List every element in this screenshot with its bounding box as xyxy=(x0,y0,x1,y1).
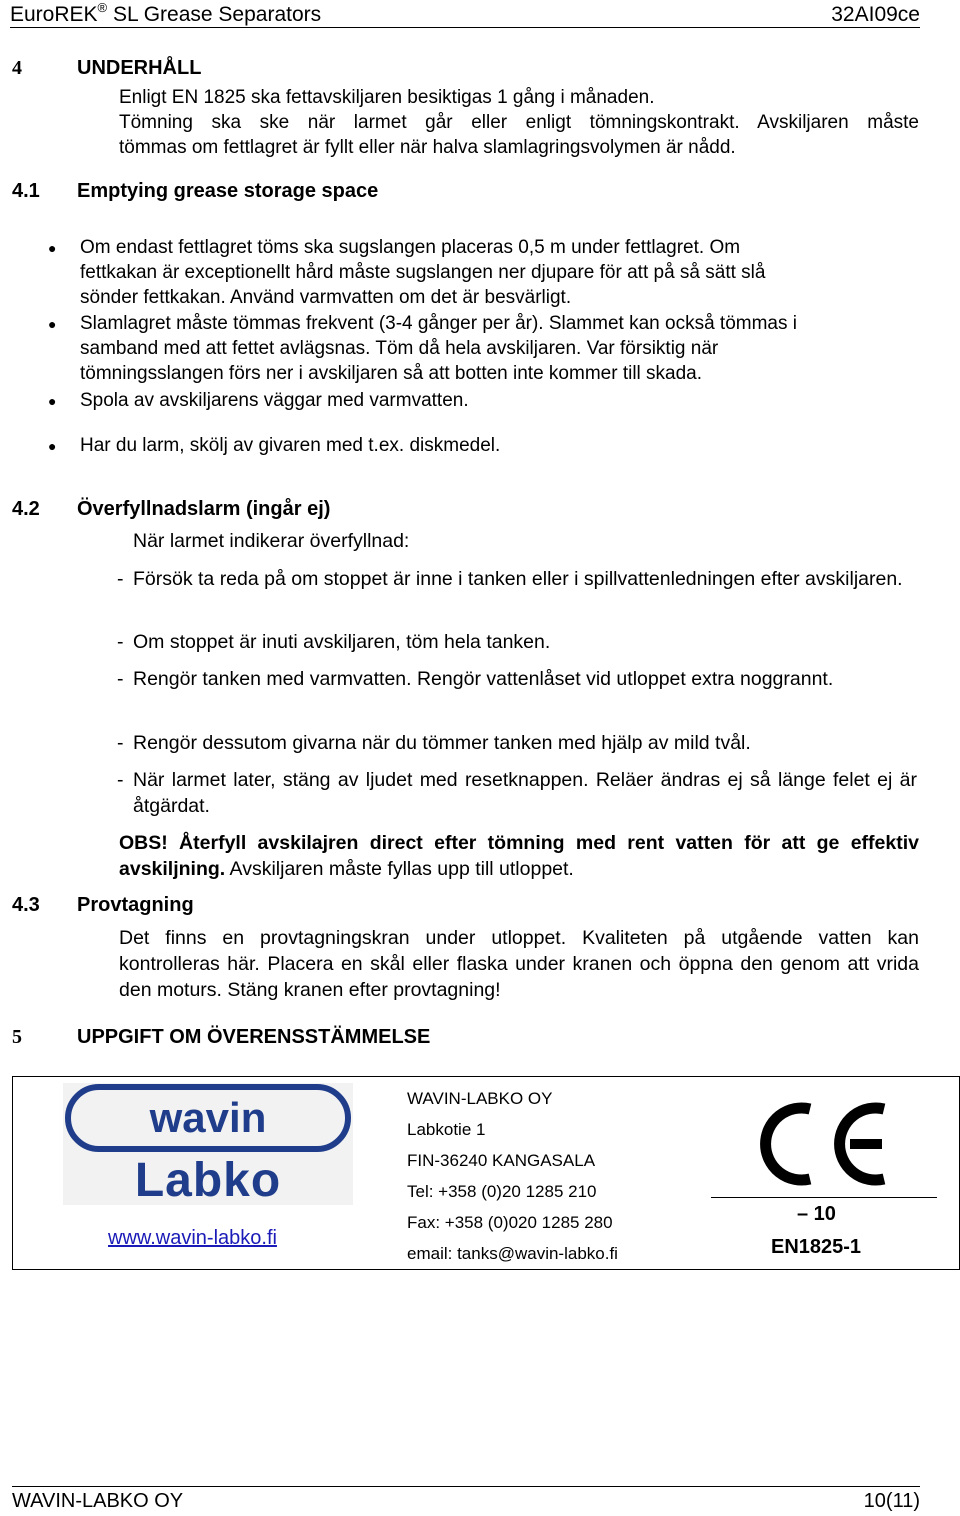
obs-note-normal: Avskiljaren måste fyllas upp till utloppet. xyxy=(225,858,574,880)
dash-item-text: Om stoppet är inuti avskiljaren, töm hela tanken. xyxy=(133,631,551,653)
ce-divider xyxy=(711,1197,937,1198)
footer-company: WAVIN-LABKO OY xyxy=(12,1490,184,1512)
paragraph-lead: När larmet indikerar överfyllnad: xyxy=(133,530,410,552)
paragraph-line: Tömning ska ske när larmet går eller enligt tömningskontrakt. Avskiljaren måste xyxy=(119,112,919,133)
header-title: EuroREK® SL Grease Separators xyxy=(10,0,322,26)
subsection-number: 4.3 xyxy=(12,894,40,916)
dash-item-text: Försök ta reda på om stoppet är inne i tanken eller i spillvattenledningen efter avskiljaren. xyxy=(133,568,903,590)
bullet-text-line: Slamlagret måste tömmas frekvent (3-4 gånger per år). Slammet kan också tömmas i xyxy=(80,313,797,334)
dash-list-item xyxy=(117,767,917,819)
address-line: Labkotie 1 xyxy=(407,1120,486,1139)
bullet-text-line: Om endast fettlagret töms ska sugslangen placeras 0,5 m under fettlagret. Om xyxy=(80,237,741,258)
dash-item-text: När larmet later, stäng av ljudet med resetknappen. Reläer ändras ej så länge felet ej är åtgärdat. xyxy=(133,769,917,817)
subsection-number: 4.1 xyxy=(12,180,40,202)
dash-list-item xyxy=(117,629,917,655)
wavin-labko-logo xyxy=(63,1083,353,1205)
dash-marker: - xyxy=(117,732,124,754)
bullet-text-line: samband med att fettet avlägsnas. Töm då hela avskiljaren. Var försiktig när xyxy=(80,338,719,359)
page-header xyxy=(10,2,920,28)
section-number: 4 xyxy=(12,57,22,79)
subsection-title: Provtagning xyxy=(77,894,194,916)
bullet-icon: ● xyxy=(48,438,57,454)
dash-list-item xyxy=(117,666,917,692)
subsection-number: 4.2 xyxy=(12,498,40,520)
address-line: Fax: +358 (0)020 1285 280 xyxy=(407,1213,613,1232)
ce-year: – 10 xyxy=(797,1203,836,1225)
address-line: WAVIN-LABKO OY xyxy=(407,1089,553,1108)
dash-marker: - xyxy=(117,631,124,653)
subsection-title: Emptying grease storage space xyxy=(77,180,379,202)
obs-note xyxy=(119,830,919,882)
section-title: UPPGIFT OM ÖVERENSSTÄMMELSE xyxy=(77,1026,431,1048)
paragraph: Det finns en provtagningskran under utloppet. Kvaliteten på utgående vatten kan kontrolleras här. Placera en skål eller flaska under kranen och öppna den genom att vrida den moturs. Stäng kranen efter provtagning! xyxy=(119,927,919,1001)
dash-marker: - xyxy=(117,769,124,791)
dash-list-item xyxy=(117,730,917,756)
dash-item-text: Rengör tanken med varmvatten. Rengör vattenlåset vid utloppet extra noggrannt. xyxy=(133,668,834,690)
footer-divider xyxy=(12,1486,920,1487)
address-line: email: tanks@wavin-labko.fi xyxy=(407,1244,618,1263)
ce-mark-icon xyxy=(758,1099,898,1189)
ce-standard: EN1825-1 xyxy=(771,1236,862,1258)
address-line: Tel: +358 (0)20 1285 210 xyxy=(407,1182,597,1201)
wavin-logo-mark xyxy=(63,1083,353,1153)
wavin-logo-text: wavin xyxy=(149,1094,267,1141)
bullet-icon: ● xyxy=(48,240,57,256)
paragraph-line: tömmas om fettlagret är fyllt eller när halva slamlagringsvolymen är nådd. xyxy=(119,137,736,158)
dash-item-text: Rengör dessutom givarna när du tömmer tanken med hjälp av mild tvål. xyxy=(133,732,751,754)
bullet-icon: ● xyxy=(48,316,57,332)
header-doc-code: 32AI09ce xyxy=(831,3,920,26)
bullet-text-line: tömningsslangen förs ner i avskiljaren så att botten inte kommer till skada. xyxy=(80,363,703,384)
bullet-icon: ● xyxy=(48,393,57,409)
dash-list-item xyxy=(117,566,917,592)
address-line: FIN-36240 KANGASALA xyxy=(407,1151,596,1170)
labko-logo-text: Labko xyxy=(134,1153,282,1207)
dash-marker: - xyxy=(117,568,124,590)
paragraph-line: Enligt EN 1825 ska fettavskiljaren besiktigas 1 gång i månaden. xyxy=(119,87,655,108)
footer-page-number: 10(11) xyxy=(863,1490,920,1512)
dash-marker: - xyxy=(117,668,124,690)
bullet-text-line: Har du larm, skölj av givaren med t.ex. diskmedel. xyxy=(80,435,501,456)
section-title: UNDERHÅLL xyxy=(77,57,202,79)
subsection-title: Överfyllnadslarm (ingår ej) xyxy=(77,498,331,520)
obs-note-bold: OBS! Återfyll avskilajren direct efter tömning med rent vatten för att ge effektiv avskiljning. xyxy=(119,832,919,880)
bullet-text-line: sönder fettkakan. Använd varmvatten om det är besvärligt. xyxy=(80,287,572,308)
declaration-table xyxy=(12,1076,960,1270)
section-number: 5 xyxy=(12,1026,22,1048)
bullet-text-line: fettkakan är exceptionellt hård måste sugslangen ner djupare för att på så sätt slå xyxy=(80,262,766,283)
website-link[interactable]: www.wavin-labko.fi xyxy=(108,1227,277,1249)
bullet-text-line: Spola av avskiljarens väggar med varmvatten. xyxy=(80,390,469,411)
